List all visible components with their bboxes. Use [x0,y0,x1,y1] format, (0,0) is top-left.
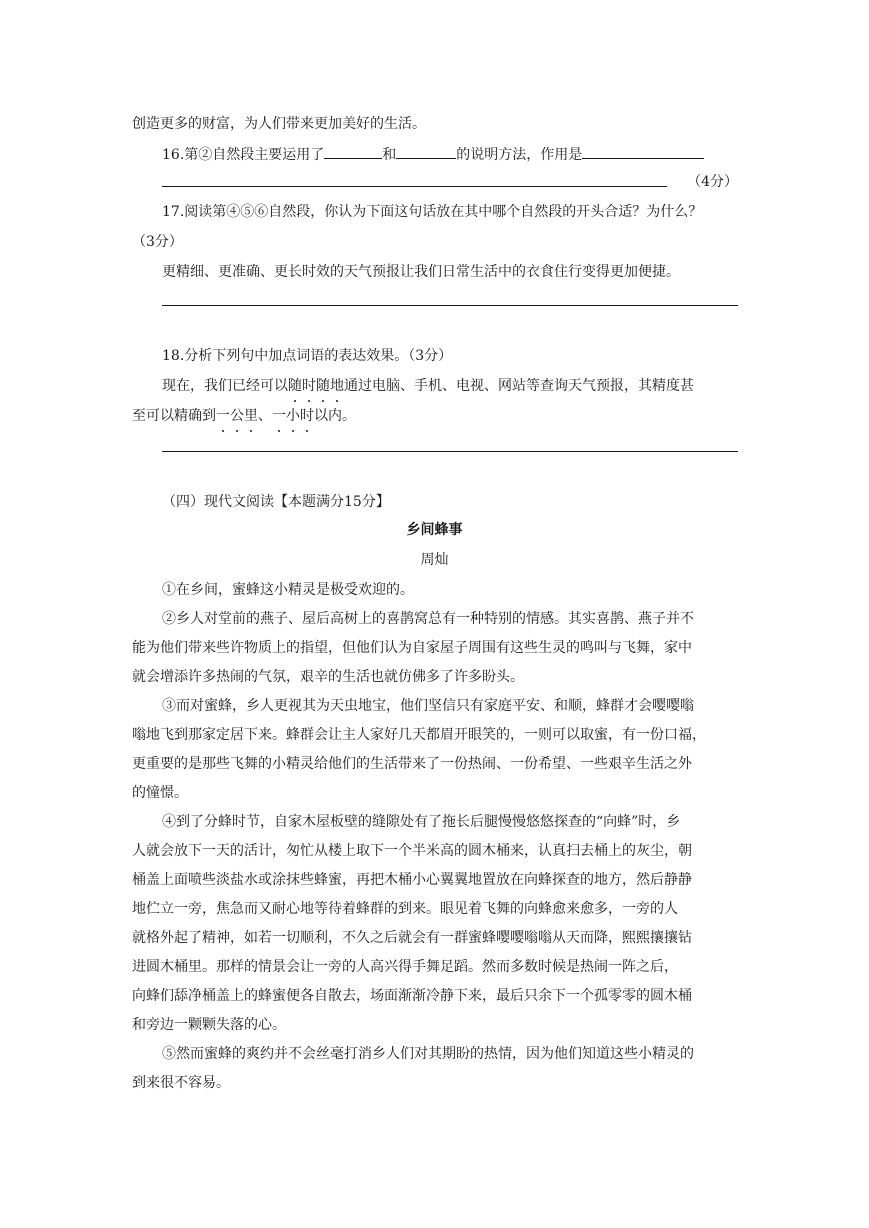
article-author: 周灿 [420,552,449,568]
q16-answer-line[interactable] [162,186,667,187]
emphasis-dot-char: 随 [316,378,330,394]
paragraph-2-line: ②乡人对堂前的燕子、屋后高树上的喜鹊窝总有一种特别的情感。其实喜鹊、燕子并不 [162,611,694,627]
question-16 [162,144,738,165]
q16-score: （4分） [687,174,738,190]
paragraph-3-line: 嗡地飞到那家定居下来。蜂群会让主人家好几天都眉开眼笑的，一则可以取蜜，有一份口福， [132,727,706,743]
q18-text: 以内。 [314,408,356,424]
paragraph-4-line: 向蜂们舔净桶盖上的蜂蜜便各自散去，场面渐渐冷静下来，最后只余下一个孤零零的圆木桶 [132,988,692,1004]
paragraph-4-line: 地伫立一旁，焦急而又耐心地等待着蜂群的到来。眼见着飞舞的向蜂愈来愈多，一旁的人 [132,901,678,917]
emphasis-dot-char: 随 [288,378,302,394]
emphasis-dot-char: 时 [300,408,314,424]
emphasis-dot-char: 小 [286,408,300,424]
q16-blank-2[interactable] [396,144,456,159]
q18-dotted-word-3 [272,408,314,424]
paragraph-4-line: 进圆木桶里。那样的情景会让一旁的人高兴得手舞足蹈。然而多数时候是热闹一阵之后， [132,959,678,975]
paragraph-3-line: ③而对蜜蜂，乡人更视其为天虫地宝，他们坚信只有家庭平安、和顺，蜂群才会嘤嘤嗡 [162,698,694,714]
paragraph-2-line: 就会增添许多热闹的气氛，艰辛的生活也就仿佛多了许多盼头。 [132,669,524,685]
q16-mid2: 的说明方法，作用是 [456,147,583,163]
paragraph-3-line: 更重要的是那些飞舞的小精灵给他们的生活带来了一份热闹、一份希望、一些艰辛生活之外 [132,756,692,772]
q17-answer-line[interactable] [162,305,738,306]
paragraph-3-line: 的憧憬。 [132,785,188,801]
q18-dotted-word-2 [216,408,258,424]
paragraph-4-line: 和旁边一颗颗失落的心。 [132,1017,286,1033]
emphasis-dot-char: 公 [230,408,244,424]
paragraph-1: ①在乡间，蜜蜂这小精灵是极受欢迎的。 [162,582,414,598]
emphasis-dot-char: 一 [272,408,286,424]
q16-prefix: 16.第②自然段主要运用了 [162,147,325,163]
paragraph-4-line: 桶盖上面喷些淡盐水或涂抹些蜂蜜，再把木桶小心翼翼地置放在向蜂探查的地方，然后静静 [132,872,692,888]
question-18-title: 18.分析下列句中加点词语的表达效果。（3分） [162,348,453,364]
emphasis-dot-char: 里 [244,408,258,424]
emphasis-dot-char: 时 [302,378,316,394]
q18-text: 、 [258,408,272,424]
article-title: 乡间蜂事 [406,522,463,538]
section-heading: （四）现代文阅读【本题满分15分】 [162,494,390,510]
emphasis-dot-char: 一 [216,408,230,424]
q18-text: 至可以精确到 [132,408,216,424]
question-17-line1: 17.阅读第④⑤⑥自然段，你认为下面这句话放在其中哪个自然段的开头合适？为什么？ [162,204,703,220]
q18-dotted-word-1 [288,378,344,394]
q18-answer-line[interactable] [162,451,738,452]
continuation-text: 创造更多的财富，为人们带来更加美好的生活。 [132,116,426,132]
question-17-line2: （3分） [132,234,183,250]
paragraph-4-line: 就格外起了精神，如若一切顺利，不久之后就会有一群蜜蜂嘤嘤嗡嗡从天而降，熙熙攘攘钻 [132,930,692,946]
q18-text: 现在，我们已经可以 [162,378,288,394]
q16-blank-1[interactable] [324,144,382,159]
q18-text: 通过电脑、手机、电视、网站等查询天气预报，其精度甚 [344,378,694,394]
q16-blank-3[interactable] [582,144,704,159]
emphasis-dot-char: 地 [330,378,344,394]
paragraph-4-line: ④到了分蜂时节，自家木屋板壁的缝隙处有了拖长后腿慢慢悠悠探查的“向蜂”时，乡 [162,814,681,830]
paragraph-2-line: 能为他们带来些许物质上的指望，但他们认为自家屋子周围有这些生灵的鸣叫与飞舞，家中 [132,640,692,656]
question-18-sentence-2 [132,406,738,426]
q16-mid1: 和 [382,147,397,163]
paragraph-5-line: ⑤然而蜜蜂的爽约并不会丝毫打消乡人们对其期盼的热情，因为他们知道这些小精灵的 [162,1046,694,1062]
paragraph-4-line: 人就会放下一天的活计，匆忙从楼上取下一个半米高的圆木桶来，认真扫去桶上的灰尘，朝 [132,843,692,859]
question-17-sentence: 更精细、更准确、更长时效的天气预报让我们日常生活中的衣食住行变得更加便捷。 [162,264,680,280]
paragraph-5-line: 到来很不容易。 [132,1075,230,1091]
question-18-sentence-1 [162,376,738,396]
